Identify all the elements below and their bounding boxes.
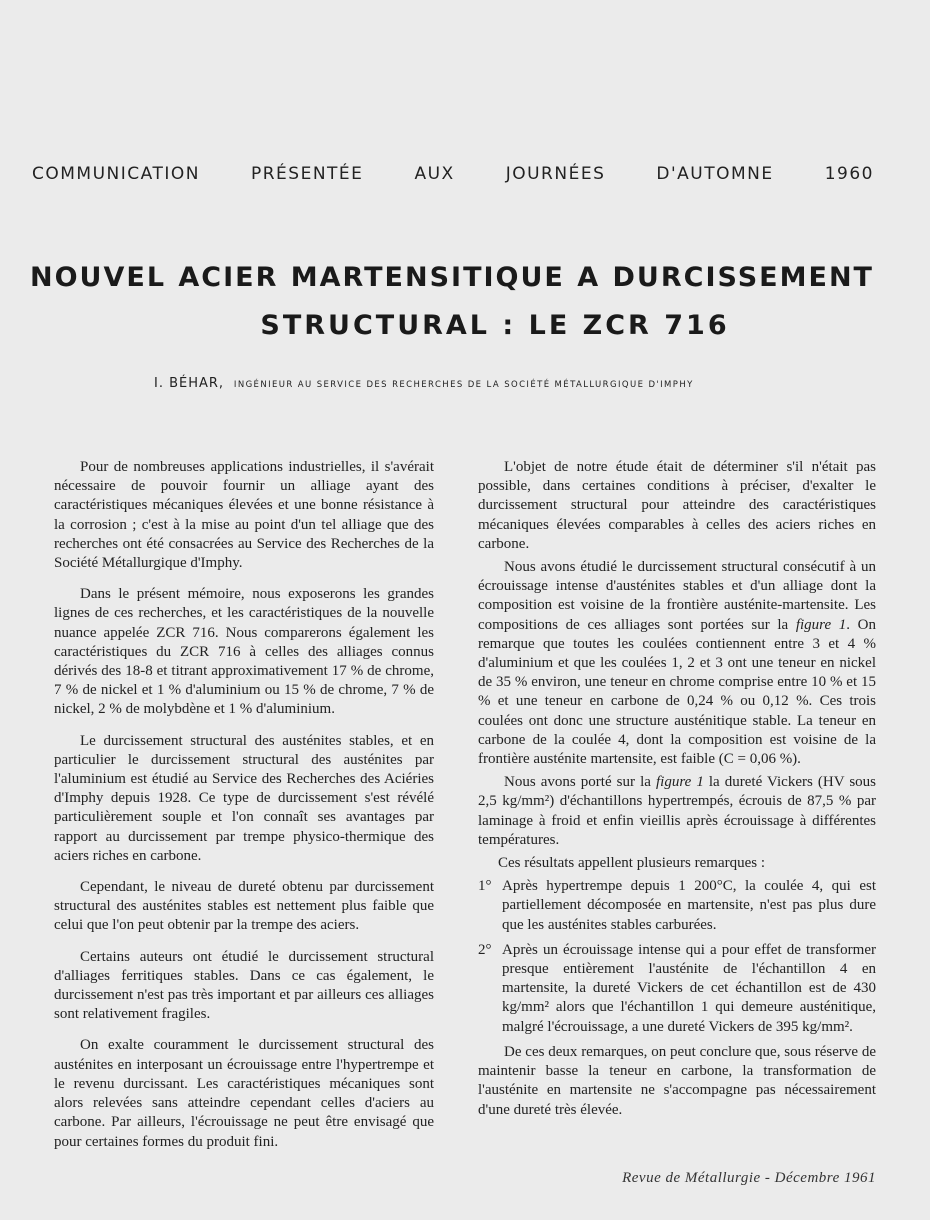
numbered-remark [478,877,876,935]
paragraph: Le durcissement structural des austénites stables, et en particulier le durcissement structural des austénites par l'aluminium est étudié au Service des Recherches des Aciéries d'Imphy depuis 1928. Ce type de durcissement s'est révélé particulièrement souple et l'on connaît ses avantages par rapport au durcissement par trempe physico-thermique des aciers riches en carbone. [54,732,434,864]
remark-number: 1° [478,878,492,895]
paragraph [478,773,876,850]
article-title-line2: STRUCTURAL : LE ZCR 716 [260,310,730,341]
author-affiliation: INGÉNIEUR AU SERVICE DES RECHERCHES DE LA SOCIÉTÉ MÉTALLURGIQUE D'IMPHY [233,380,694,390]
figure-reference: figure 1 [795,616,847,633]
paragraph: Pour de nombreuses applications industrielles, il s'avérait nécessaire de pouvoir fournir un alliage ayant des caractéristiques mécaniques élevées et une bonne résistance à la corrosion ; c'est à la mise au point d'un tel alliage que des recherches ont été consacrées au Service des Recherches de la Société Métallurgique d'Imphy. [54,459,434,572]
figure-reference: figure 1 [655,774,704,791]
remark-text: Après hypertrempe depuis 1 200°C, la coulée 4, qui est partiellement décomposée en martensite, n'est pas plus dure que les austénites stables carburées. [502,878,876,933]
paragraph: De ces deux remarques, on peut conclure que, sous réserve de maintenir basse la teneur en carbone, la transformation de l'austénite en martensite ne s'accompagne pas nécessairement d'une dureté très élevée. [478,1043,876,1118]
header-word: AUX [414,164,455,184]
remark-number: 2° [478,941,492,958]
paragraph: Ces résultats appellent plusieurs remarques : [498,855,766,872]
text-run: Nous avons étudié le durcissement structural consécutif à un écrouissage intense d'austénites stables et d'un alliage dont la composition est voisine de la frontière austénite-martensite. Les compositions de ces alliages sont portées sur la [478,559,876,633]
header-word: 1960 [824,164,874,184]
paragraph [478,558,876,769]
conference-header [32,164,874,184]
right-column [478,458,876,1124]
header-word: D'AUTOMNE [656,164,774,184]
title-word: DURCISSEMENT [612,262,874,293]
header-word: COMMUNICATION [32,164,200,184]
text-run: . On remarque que toutes les coulées contiennent entre 3 et 4 % d'aluminium et que les coulées 1, 2 et 3 ont une teneur en nickel de 35 % environ, une teneur en chrome comprise entre 10 % et 15 % et une teneur en carbone de 0,24 % ou 0,12 %. Ces trois coulées ont donc une structure austénitique stable. La teneur en carbone de la coulée 4, dont la composition est voisine de la frontière austénite martensite, est faible (C = 0,06 %). [478,616,876,768]
title-word: ACIER [178,262,279,293]
author-line [154,376,694,391]
author-name: I. BÉHAR, [154,376,225,391]
text-run: Nous avons porté sur la [504,774,656,791]
text-run: la dureté Vickers (HV sous 2,5 kg/mm²) d'échantillons hypertrempés, écrouis de 87,5 % par laminage à froid et enfin vieillis après écrouissage à différentes températures. [478,774,876,848]
paragraph: Certains auteurs ont étudié le durcissement structural d'alliages ferritiques stables. Dans ce cas également, le durcissement n'est pas très important et par ailleurs ces alliages sont relativement fragiles. [54,948,434,1023]
paragraph: Cependant, le niveau de dureté obtenu par durcissement structural des austénites stables est nettement plus faible que celui que l'on peut obtenir par la trempe des aciers. [54,879,434,934]
header-word: PRÉSENTÉE [250,164,364,184]
paragraph: Dans le présent mémoire, nous exposerons les grandes lignes de ces recherches, et les caractéristiques de la nouvelle nuance appelée ZCR 716. Nous comparerons également les caractéristiques du ZCR 716 à celles des alliages connus dérivés des 18-8 et titrant approximativement 17 % de chrome, 7 % de nickel et 1 % d'aluminium ou 15 % de chrome, 7 % de nickel, 2 % de molybdène et 1 % d'aluminium. [54,586,434,718]
title-word: NOUVEL [30,262,167,293]
header-word: JOURNÉES [505,164,606,184]
numbered-remark [478,941,876,1037]
title-word: MARTENSITIQUE [290,262,565,293]
journal-footer: Revue de Métallurgie - Décembre 1961 [622,1170,876,1186]
article-title-line1 [30,262,874,293]
paragraph: On exalte couramment le durcissement structural des austénites en interposant un écrouissage entre l'hypertrempe et le revenu durcissant. Les caractéristiques mécaniques sont alors relevées sans atteindre cependant celles d'aciers au carbone. Par ailleurs, l'écrouissage ne peut être envisagé que pour certaines formes du produit fini. [54,1037,434,1150]
paragraph: L'objet de notre étude était de déterminer s'il n'était pas possible, dans certaines conditions à préciser, d'exalter le durcissement structural pour atteindre des caractéristiques mécaniques élevées comparables à celles des aciers riches en carbone. [478,459,876,552]
remark-text: Après un écrouissage intense qui a pour effet de transformer presque entièrement l'austénite de l'échantillon 4 en martensite, la dureté Vickers de cet échantillon est de 430 kg/mm² alors que l'échantillon 1 qui demeure austénitique, malgré l'écrouissage, a une dureté Vickers de 395 kg/mm². [502,941,876,1035]
left-column [54,458,434,1164]
title-word: A [577,262,601,293]
